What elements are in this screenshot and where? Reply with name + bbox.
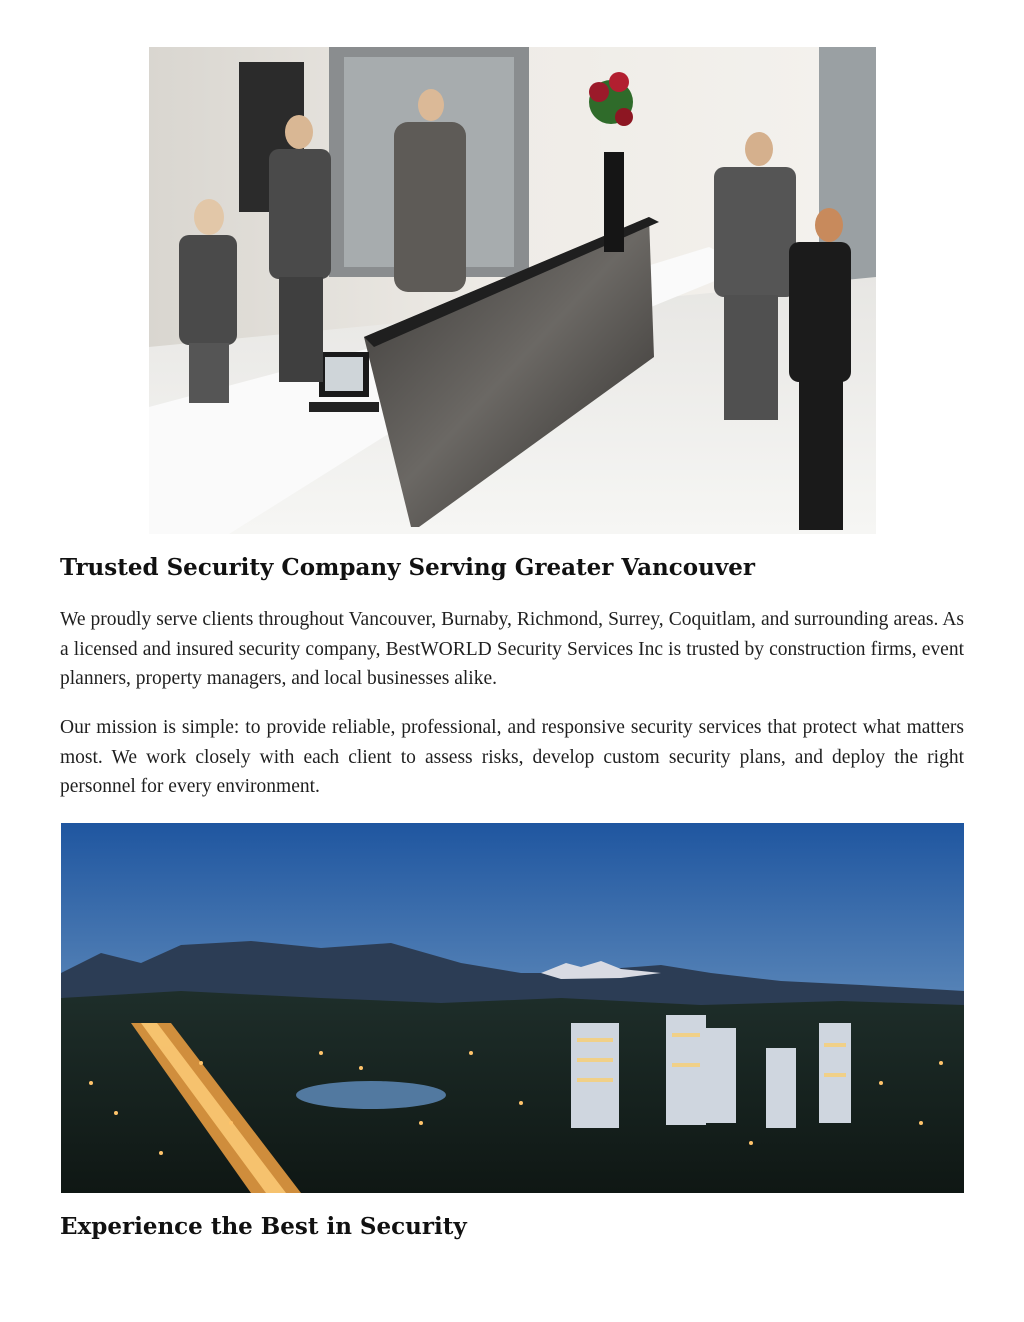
mission-paragraph: Our mission is simple: to provide reliable, professional, and responsive security services that protect what matters most. We work closely with each client to assess risks, develop custom security plans, and deploy the right personnel for every environment. <box>60 717 964 797</box>
vancouver-skyline-photo <box>61 823 964 1193</box>
reception-desk-photo <box>149 47 876 534</box>
section-heading-service-area: Trusted Security Company Serving Greater Vancouver <box>60 554 755 581</box>
section-heading-experience: Experience the Best in Security <box>60 1213 467 1240</box>
service-area-paragraph: We proudly serve clients throughout Vancouver, Burnaby, Richmond, Surrey, Coquitlam, and surrounding areas. As a licensed and insured security company, BestWORLD Security Services Inc is trusted by construction firms, event planners, property managers, and local businesses alike. <box>60 609 964 689</box>
